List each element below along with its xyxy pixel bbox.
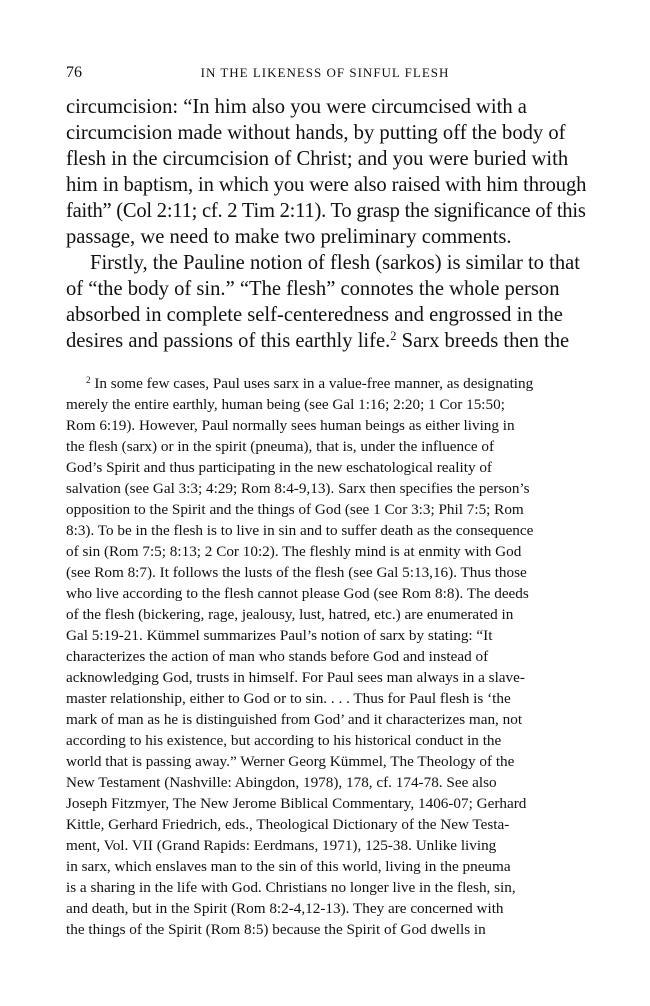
body-line: him in baptism, in which you were also raised with him through [66, 174, 586, 196]
body-line: passage, we need to make two preliminary comments. [66, 226, 512, 248]
footnote-line: is a sharing in the life with God. Christians no longer live in the flesh, sin, [66, 879, 516, 896]
running-title: IN THE LIKENESS OF SINFUL FLESH [200, 65, 450, 80]
footnote-line: Rom 6:19). However, Paul normally sees human beings as either living in [66, 417, 515, 434]
footnote-line: New Testament (Nashville: Abingdon, 1978), 178, cf. 174-78. See also [66, 774, 497, 791]
footnote-line: Gal 5:19-21. Kümmel summarizes Paul’s notion of sarx by stating: “It [66, 627, 493, 644]
footnote-line: ment, Vol. VII (Grand Rapids: Eerdmans, 1971), 125-38. Unlike living [66, 837, 497, 854]
footnote-line: Kittle, Gerhard Friedrich, eds., Theological Dictionary of the New Testa- [66, 816, 510, 833]
footnote-line: merely the entire earthly, human being (see Gal 1:16; 2:20; 1 Cor 15:50; [66, 396, 505, 413]
body-line: flesh in the circumcision of Christ; and you were buried with [66, 148, 569, 170]
footnote-line [66, 373, 586, 394]
footnote-line: the flesh (sarx) or in the spirit (pneuma), that is, under the influence of [66, 438, 495, 455]
footnote-line: salvation (see Gal 3:3; 4:29; Rom 8:4-9,13). Sarx then specifies the person’s [66, 480, 530, 497]
footnote-line: (see Rom 8:7). It follows the lusts of the flesh (see Gal 5:13,16). Thus those [66, 564, 527, 581]
body-line: circumcision: “In him also you were circumcised with a [66, 96, 527, 118]
body-line: absorbed in complete self-centeredness and engrossed in the [66, 304, 563, 326]
footnote-line: master relationship, either to God or to sin. . . . Thus for Paul flesh is ‘the [66, 690, 511, 707]
running-head [66, 64, 584, 84]
footnote-line: acknowledging God, trusts in himself. For Paul sees man always in a slave- [66, 669, 525, 686]
footnote-line: of the flesh (bickering, rage, jealousy, lust, hatred, etc.) are enumerated in [66, 606, 514, 623]
body-line-text: desires and passions of this earthly life. [66, 330, 391, 352]
footnote [66, 373, 586, 940]
footnote-line: and death, but in the Spirit (Rom 8:2-4,12-13). They are concerned with [66, 900, 504, 917]
footnote-line: of sin (Rom 7:5; 8:13; 2 Cor 10:2). The fleshly mind is at enmity with God [66, 543, 522, 560]
footnote-line: Joseph Fitzmyer, The New Jerome Biblical Commentary, 1406-07; Gerhard [66, 795, 527, 812]
footnote-line: in sarx, which enslaves man to the sin of this world, living in the pneuma [66, 858, 511, 875]
page-number: 76 [66, 64, 82, 81]
footnote-line: opposition to the Spirit and the things of God (see 1 Cor 3:3; Phil 7:5; Rom [66, 501, 524, 518]
footnote-line: 8:3). To be in the flesh is to live in sin and to suffer death as the consequence [66, 522, 534, 539]
body-line: faith” (Col 2:11; cf. 2 Tim 2:11). To grasp the significance of this [66, 200, 586, 222]
main-text [66, 94, 586, 354]
body-line: circumcision made without hands, by putting off the body of [66, 122, 566, 144]
footnote-line: characterizes the action of man who stands before God and instead of [66, 648, 489, 665]
footnote-line: God’s Spirit and thus participating in the new eschatological reality of [66, 459, 492, 476]
footnote-line: mark of man as he is distinguished from God’ and it characterizes man, not [66, 711, 523, 728]
body-line: of “the body of sin.” “The flesh” connotes the whole person [66, 278, 560, 300]
footnote-line: world that is passing away.” Werner Georg Kümmel, The Theology of the [66, 753, 515, 770]
footnote-line: the things of the Spirit (Rom 8:5) because the Spirit of God dwells in [66, 921, 486, 938]
footnote-marker: 2 [86, 374, 91, 385]
footnote-reference: 2 [390, 329, 397, 344]
body-line [66, 328, 586, 354]
footnote-line-text: In some few cases, Paul uses sarx in a value-free manner, as designating [94, 375, 534, 392]
footnote-line: who live according to the flesh cannot please God (see Rom 8:8). The deeds [66, 585, 529, 602]
footnote-line: according to his existence, but according to his historical conduct in the [66, 732, 502, 749]
body-line: Firstly, the Pauline notion of flesh (sarkos) is similar to that [90, 252, 580, 274]
body-line-text: Sarx breeds then the [401, 330, 570, 352]
